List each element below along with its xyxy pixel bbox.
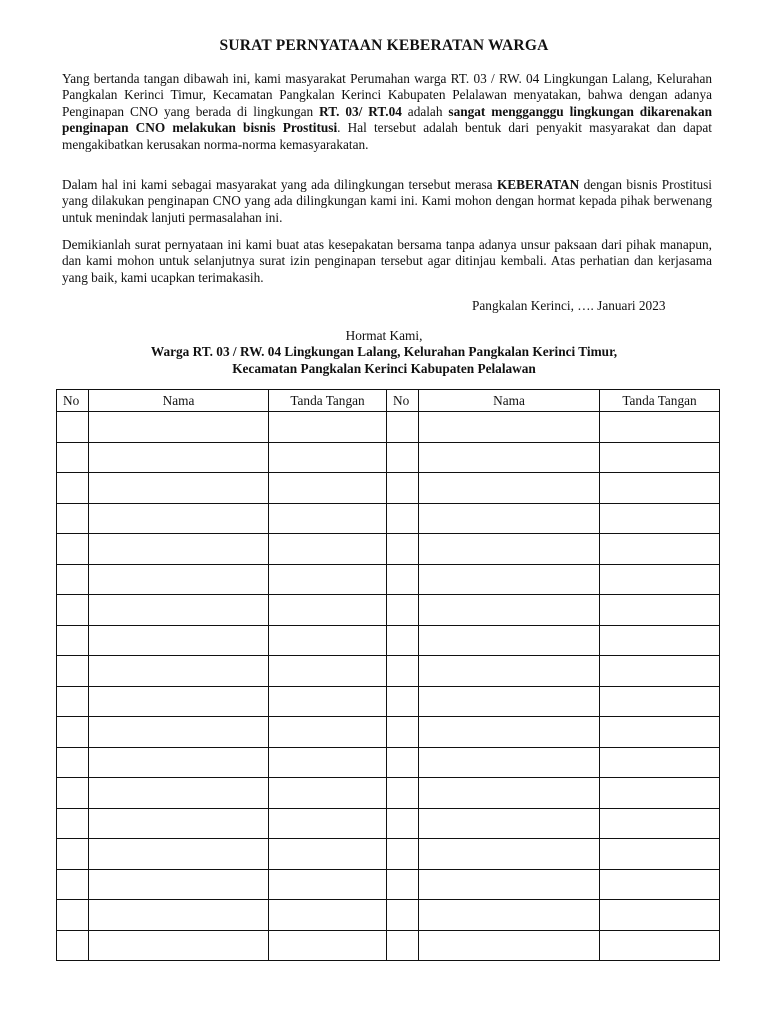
table-cell xyxy=(269,473,387,504)
table-row xyxy=(57,473,720,504)
table-cell xyxy=(89,564,269,595)
table-cell xyxy=(57,503,89,534)
table-cell xyxy=(269,869,387,900)
table-cell xyxy=(89,686,269,717)
table-cell xyxy=(419,473,600,504)
table-cell xyxy=(387,808,419,839)
paragraph-conclusion: Demikianlah surat pernyataan ini kami buat atas kesepakatan bersama tanpa adanya unsur paksaan dari pihak manapun, dan kami mohon untuk selanjutnya surat izin penginapan tersebut agar ditinjau kembali. Atas perhatian dan kerjasama yang baik, kami ucapkan terimakasih. xyxy=(62,237,712,285)
table-cell xyxy=(269,808,387,839)
table-cell xyxy=(419,625,600,656)
table-cell xyxy=(600,808,720,839)
table-cell xyxy=(57,412,89,443)
table-cell xyxy=(89,412,269,443)
table-cell xyxy=(89,808,269,839)
table-cell xyxy=(89,839,269,870)
table-cell xyxy=(269,595,387,626)
paragraph-objection-text-1: Dalam hal ini kami sebagai masyarakat yang ada dilingkungan tersebut merasa xyxy=(62,177,497,192)
table-cell xyxy=(89,595,269,626)
header-nama: Nama xyxy=(89,390,269,412)
table-row xyxy=(57,564,720,595)
document-title: SURAT PERNYATAAN KEBERATAN WARGA xyxy=(219,37,549,54)
table-cell xyxy=(387,625,419,656)
table-cell xyxy=(387,564,419,595)
table-cell xyxy=(269,839,387,870)
table-row xyxy=(57,686,720,717)
table-cell xyxy=(419,930,600,961)
table-cell xyxy=(387,503,419,534)
closing-line-2: Kecamatan Pangkalan Kerinci Kabupaten Pelalawan xyxy=(232,360,536,376)
table-cell xyxy=(600,503,720,534)
table-cell xyxy=(57,717,89,748)
table-cell xyxy=(419,869,600,900)
table-cell xyxy=(57,534,89,565)
paragraph-statement xyxy=(62,71,712,153)
table-cell xyxy=(600,442,720,473)
paragraph-objection xyxy=(62,177,712,226)
closing-block xyxy=(0,328,768,377)
table-cell xyxy=(600,747,720,778)
paragraph-objection-text-2: dengan bisnis Prostitusi yang dilakukan penginapan CNO yang ada dilingkungan kami ini. Kami mohon dengan hormat kepada pihak berwenang untuk menindak lanjuti permasalahan ini. xyxy=(62,177,712,225)
table-cell xyxy=(57,564,89,595)
table-cell xyxy=(419,747,600,778)
table-cell xyxy=(89,442,269,473)
table-cell xyxy=(89,869,269,900)
table-cell xyxy=(269,625,387,656)
table-cell xyxy=(600,717,720,748)
table-row xyxy=(57,778,720,809)
paragraph-statement-text-3: . Hal tersebut adalah bentuk dari penyakit masyarakat dan dapat mengakibatkan kerusakan norma-norma kemasyarakatan. xyxy=(62,120,712,152)
table-cell xyxy=(269,503,387,534)
table-cell xyxy=(419,778,600,809)
table-cell xyxy=(269,442,387,473)
table-cell xyxy=(419,808,600,839)
table-row xyxy=(57,930,720,961)
table-cell xyxy=(387,747,419,778)
table-cell xyxy=(600,930,720,961)
table-cell xyxy=(387,595,419,626)
table-cell xyxy=(387,839,419,870)
table-cell xyxy=(419,839,600,870)
table-cell xyxy=(89,503,269,534)
table-cell xyxy=(89,656,269,687)
table-cell xyxy=(57,900,89,931)
header-tanda-tangan: Tanda Tangan xyxy=(269,390,387,412)
table-cell xyxy=(89,930,269,961)
table-cell xyxy=(387,717,419,748)
paragraph-statement-text-1: Yang bertanda tangan dibawah ini, kami masyarakat Perumahan warga RT. 03 / RW. 04 Lingkungan Lalang, Kelurahan Pangkalan Kerinci Timur, Kecamatan Pangkalan Kerinci Kabupaten Pelalawan menyatakan, bahwa dengan adanya Penginapan CNO yang berada di lingkungan xyxy=(62,71,712,119)
table-cell xyxy=(57,869,89,900)
signature-table xyxy=(56,389,720,961)
table-row xyxy=(57,869,720,900)
table-cell xyxy=(419,686,600,717)
table-cell xyxy=(269,564,387,595)
paragraph-objection-bold: KEBERATAN xyxy=(496,177,580,192)
table-row xyxy=(57,503,720,534)
table-cell xyxy=(419,717,600,748)
paragraph-statement-bold-1: RT. 03/ RT.04 xyxy=(319,103,402,119)
table-cell xyxy=(57,686,89,717)
table-cell xyxy=(57,473,89,504)
table-cell xyxy=(57,442,89,473)
table-cell xyxy=(419,534,600,565)
table-cell xyxy=(600,900,720,931)
table-row xyxy=(57,717,720,748)
table-cell xyxy=(269,900,387,931)
table-row xyxy=(57,625,720,656)
table-cell xyxy=(600,869,720,900)
table-cell xyxy=(89,534,269,565)
paragraph-statement-text-2: adalah xyxy=(401,103,449,119)
table-cell xyxy=(600,534,720,565)
table-cell xyxy=(419,595,600,626)
table-cell xyxy=(89,900,269,931)
table-row xyxy=(57,747,720,778)
table-cell xyxy=(387,869,419,900)
table-cell xyxy=(89,717,269,748)
table-cell xyxy=(57,656,89,687)
table-cell xyxy=(57,595,89,626)
table-cell xyxy=(269,930,387,961)
table-cell xyxy=(387,656,419,687)
table-cell xyxy=(269,686,387,717)
closing-greeting: Hormat Kami, xyxy=(345,328,423,343)
signature-table-body xyxy=(57,412,720,961)
table-cell xyxy=(600,686,720,717)
table-cell xyxy=(600,595,720,626)
table-cell xyxy=(600,473,720,504)
table-cell xyxy=(600,839,720,870)
table-cell xyxy=(57,747,89,778)
signature-table-header xyxy=(57,390,720,412)
table-cell xyxy=(387,778,419,809)
table-cell xyxy=(387,412,419,443)
table-row xyxy=(57,534,720,565)
header-no: No xyxy=(387,390,419,412)
table-cell xyxy=(387,534,419,565)
table-cell xyxy=(89,778,269,809)
table-cell xyxy=(600,656,720,687)
paragraph-statement-bold-2: sangat mengganggu lingkungan dikarenakan penginapan CNO melakukan bisnis Prostitusi xyxy=(62,103,712,136)
table-cell xyxy=(269,778,387,809)
table-cell xyxy=(269,747,387,778)
table-cell xyxy=(600,412,720,443)
table-cell xyxy=(600,778,720,809)
table-cell xyxy=(269,656,387,687)
table-cell xyxy=(387,930,419,961)
table-cell xyxy=(57,930,89,961)
table-cell xyxy=(269,534,387,565)
table-row xyxy=(57,412,720,443)
table-row xyxy=(57,839,720,870)
table-row xyxy=(57,900,720,931)
table-cell xyxy=(419,412,600,443)
table-cell xyxy=(387,442,419,473)
date-line: Pangkalan Kerinci, …. Januari 2023 xyxy=(472,298,666,313)
table-cell xyxy=(600,625,720,656)
table-cell xyxy=(57,808,89,839)
table-cell xyxy=(57,625,89,656)
table-row xyxy=(57,442,720,473)
table-cell xyxy=(89,473,269,504)
table-cell xyxy=(89,625,269,656)
table-row xyxy=(57,595,720,626)
table-cell xyxy=(419,503,600,534)
table-cell xyxy=(269,412,387,443)
table-cell xyxy=(89,747,269,778)
header-tanda-tangan: Tanda Tangan xyxy=(600,390,720,412)
table-cell xyxy=(57,839,89,870)
table-cell xyxy=(387,473,419,504)
table-row xyxy=(57,808,720,839)
table-cell xyxy=(419,564,600,595)
table-cell xyxy=(600,564,720,595)
table-row xyxy=(57,656,720,687)
table-cell xyxy=(419,442,600,473)
table-cell xyxy=(419,900,600,931)
closing-line-1: Warga RT. 03 / RW. 04 Lingkungan Lalang, Kelurahan Pangkalan Kerinci Timur, xyxy=(150,344,618,360)
table-cell xyxy=(269,717,387,748)
header-nama: Nama xyxy=(419,390,600,412)
header-no: No xyxy=(57,390,89,412)
table-cell xyxy=(57,778,89,809)
table-cell xyxy=(387,686,419,717)
table-cell xyxy=(419,656,600,687)
table-cell xyxy=(387,900,419,931)
